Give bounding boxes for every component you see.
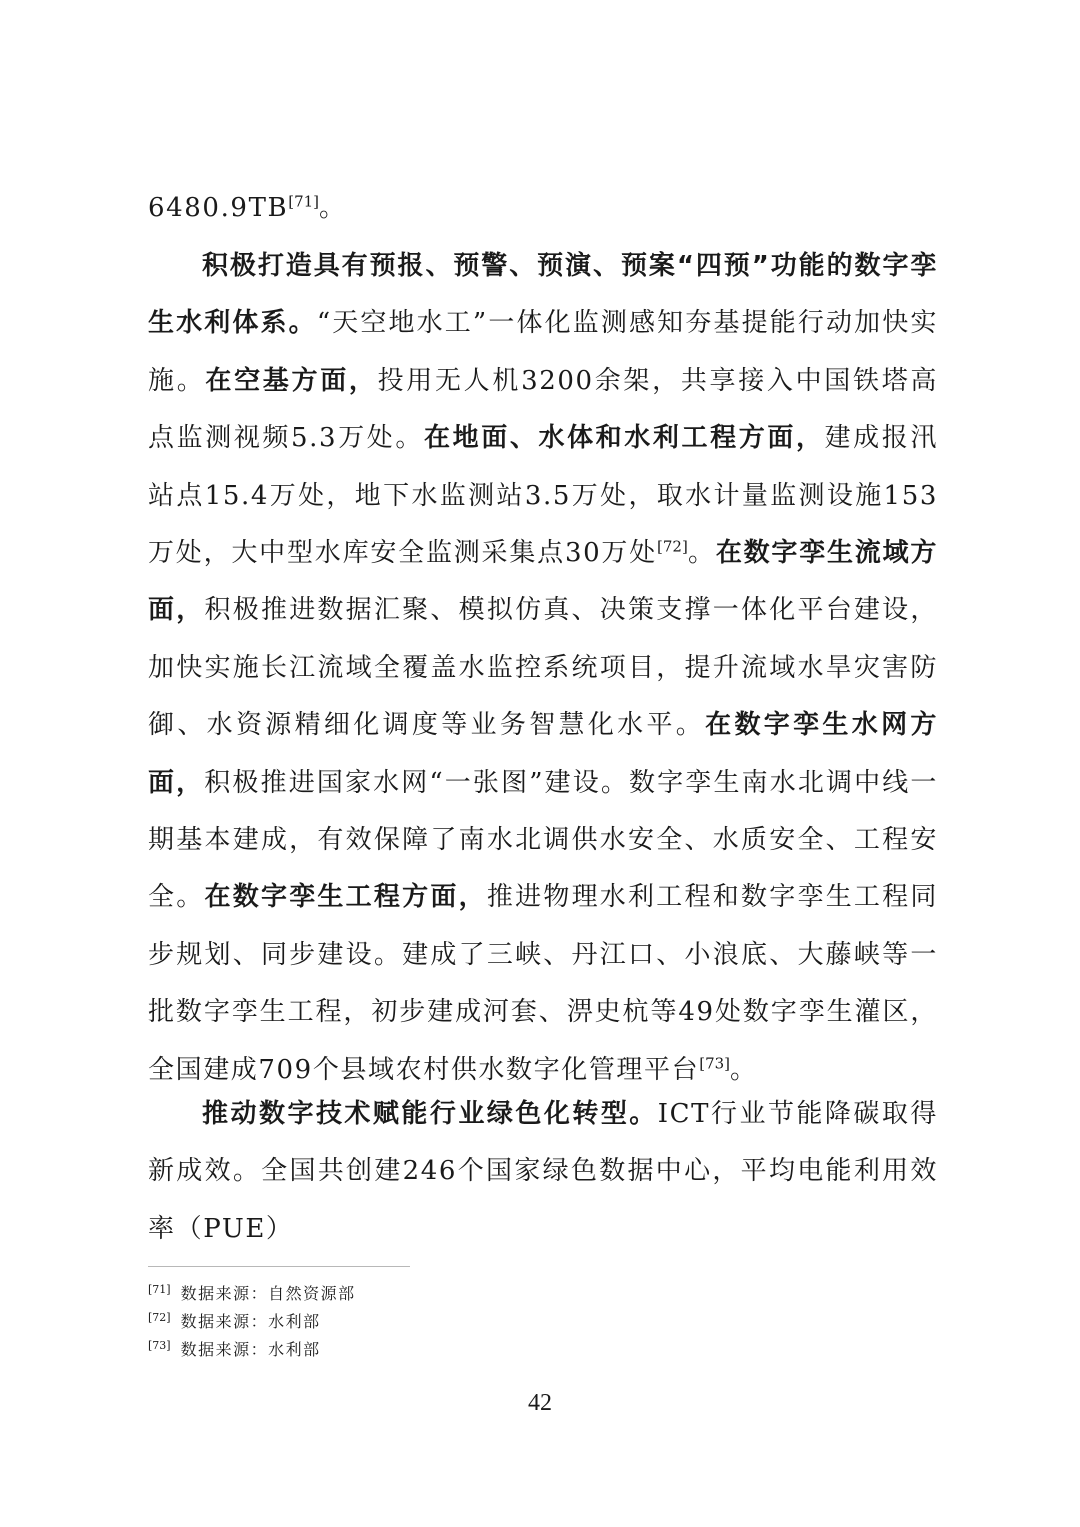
- paragraph-text: 6480.9TB: [148, 193, 289, 223]
- paragraph-text: 投用无人机3200余架，共享接入中国铁塔高点监测视频5.3万处。: [148, 365, 938, 454]
- footnote-text: 数据来源：水利部: [180, 1312, 321, 1331]
- footnote-item: [148, 1336, 356, 1364]
- paragraph-text: 推进物理水利工程和数字孪生工程同步规划、同步建设。建成了三峡、丹江口、小浪底、大藤峡等一批数字孪生工程，初步建成河套、淠史杭等49处数字孪生灌区，全国建成709个县域农村供水数字化管理平台: [148, 882, 938, 1085]
- inline-heading: 在数字孪生水网方面，: [148, 710, 938, 798]
- page-number: 42: [528, 1390, 552, 1416]
- footnotes: [148, 1280, 356, 1364]
- inline-heading: 在空基方面，: [205, 365, 378, 396]
- citation-ref[interactable]: [73]: [699, 1054, 731, 1073]
- paragraph-digital-twin-water: [148, 238, 938, 1099]
- footnote-item: [148, 1308, 356, 1336]
- paragraph-heading: 推动数字技术赋能行业绿色化转型。: [202, 1099, 658, 1129]
- footnote-divider: [148, 1266, 410, 1267]
- footnote-text: 数据来源：自然资源部: [180, 1284, 356, 1303]
- inline-heading: 在地面、水体和水利工程方面，: [424, 423, 825, 454]
- paragraph-continuation: [148, 180, 938, 237]
- paragraph-text: ICT行业节能降碳取得新成效。全国共创建246个国家绿色数据中心，平均电能利用效率（PUE）: [148, 1099, 938, 1244]
- inline-heading: 在数字孪生流域方面，: [148, 538, 938, 626]
- footnote-mark: [71]: [148, 1282, 171, 1296]
- footnote-mark: [73]: [148, 1338, 171, 1352]
- paragraph-text: 积极推进国家水网“一张图”建设。数字孪生南水北调中线一期基本建成，有效保障了南水北调供水安全、水质安全、工程安全。: [148, 767, 938, 913]
- paragraph-text: 建成报汛站点15.4万处，地下水监测站3.5万处，取水计量监测设施153万处，大中型水库安全监测采集点30万处: [148, 423, 938, 569]
- citation-ref[interactable]: [72]: [657, 537, 688, 556]
- paragraph-green-transformation: [148, 1086, 938, 1258]
- paragraph-text: 。: [687, 538, 716, 569]
- footnote-text: 数据来源：水利部: [180, 1340, 321, 1359]
- paragraph-text: 。: [730, 1054, 758, 1085]
- paragraph-text: 。: [319, 193, 347, 223]
- paragraph-text: 积极推进数据汇聚、模拟仿真、决策支撑一体化平台建设，加快实施长江流域全覆盖水监控系统项目，提升流域水旱灾害防御、水资源精细化调度等业务智慧化水平。: [148, 595, 938, 741]
- paragraph-heading: 积极打造具有预报、预警、预演、预案“四预”功能的数字孪生水利体系。: [148, 251, 938, 339]
- citation-ref[interactable]: [71]: [288, 192, 320, 211]
- paragraph-text: “天空地水工”一体化监测感知夯基提能行动加快实施。: [148, 308, 938, 396]
- footnote-item: [148, 1280, 356, 1308]
- footnote-mark: [72]: [148, 1310, 171, 1324]
- inline-heading: 在数字孪生工程方面，: [204, 882, 487, 913]
